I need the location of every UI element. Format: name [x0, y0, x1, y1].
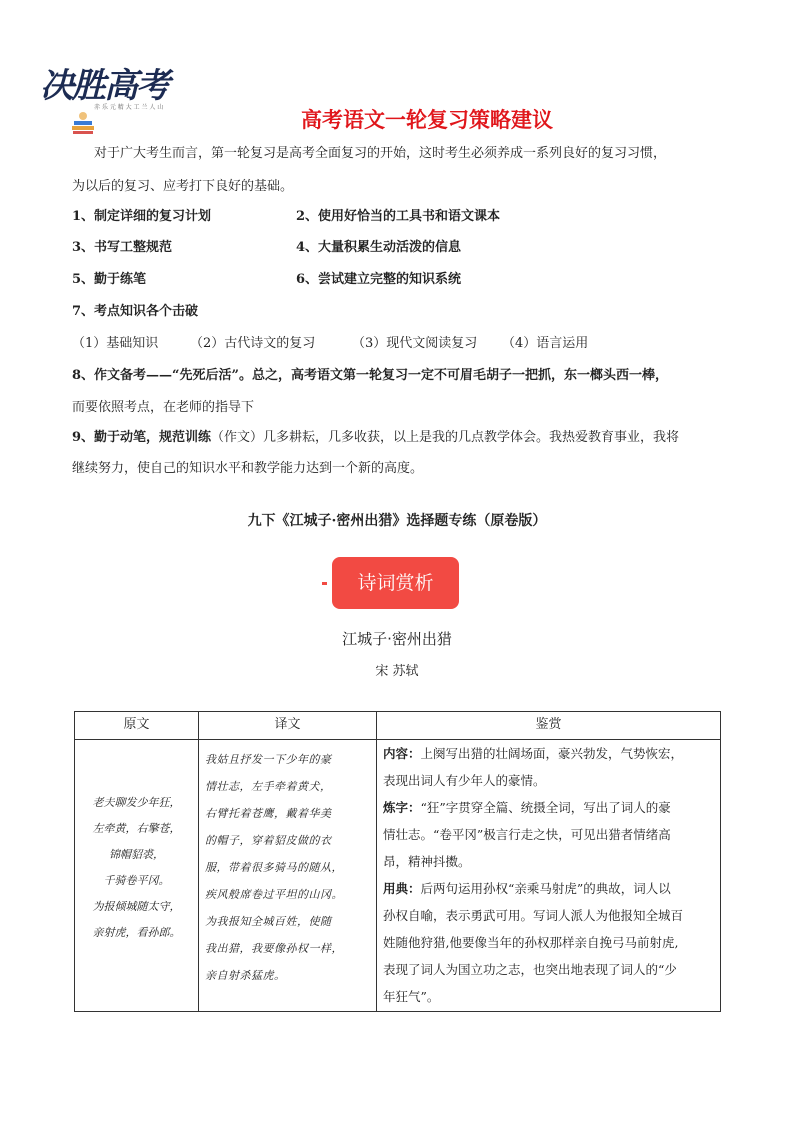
translation-line: 疾风般席卷过平坦的山冈。 — [205, 888, 343, 901]
appreciation-line: 孙权自喻，表示勇武可用。写词人派人为他报知全城百 — [383, 908, 684, 923]
logo-text: 决胜高考 — [40, 66, 168, 106]
para-8-line-1 — [72, 362, 668, 389]
poem-author: 宋 苏轼 — [375, 664, 419, 679]
sub-item-3: （3）现代文阅读复习 — [352, 336, 478, 351]
translation-line: 情壮志，左手牵着黄犬， — [205, 780, 332, 793]
translation-line: 我出猎，我要像孙权一样， — [205, 942, 343, 955]
translation-line: 为我报知全城百姓，使随 — [205, 915, 332, 928]
content-label: 内容： — [383, 746, 421, 761]
badge-dot — [322, 582, 327, 585]
logo-subtitle: 赤 乐 元 精 大 工 兰 人 山 — [94, 104, 164, 111]
intro-line-1: 对于广大考生而言，第一轮复习是高考全面复习的开始，这时考生必须养成一系列良好的复习习惯， — [94, 146, 667, 161]
appreciation-line — [383, 740, 714, 767]
appreciation-line: 年狂气”。 — [383, 989, 440, 1004]
para-8-lead: 8、作文备考—— — [72, 368, 173, 383]
translation-line: 亲自射杀猛虎。 — [205, 969, 286, 982]
tip-4: 4、大量积累生动活泼的信息 — [296, 240, 462, 255]
para-9-lead: 9、勤于动笔，规范训练 — [72, 430, 212, 445]
sub-item-2: （2）古代诗文的复习 — [190, 336, 316, 351]
appreciation-cell — [377, 740, 721, 1012]
para-8-line-2: 而要依照考点，在老师的指导下 — [72, 400, 255, 415]
allusion-text: 后两句运用孙权“亲乘马射虎”的典故，词人以 — [420, 881, 671, 896]
appreciation-line: 昂，精神抖擞。 — [383, 854, 471, 869]
original-cell — [75, 740, 199, 1012]
appreciation-line: 表现出词人有少年人的豪情。 — [383, 773, 546, 788]
translation-line: 的帽子，穿着貂皮做的衣 — [205, 834, 332, 847]
para-9-line-1 — [72, 424, 679, 451]
appreciation-line — [383, 875, 714, 902]
translation-line: 服，带着很多骑马的随从， — [205, 861, 343, 874]
allusion-label: 用典： — [383, 881, 421, 896]
appreciation-line: 情壮志。“卷平冈”极言行走之快，可见出猎者情绪高 — [383, 827, 671, 842]
sub-item-4: （4）语言运用 — [502, 336, 589, 351]
sub-item-1: （1）基础知识 — [72, 336, 159, 351]
word-label: 炼字： — [383, 800, 421, 815]
table-header-row — [75, 712, 721, 740]
para-9-text: （作文）几多耕耘，几多收获，以上是我的几点教学体会。我热爱教育事业，我将 — [211, 430, 680, 445]
original-line: 亲射虎，看孙郎。 — [92, 926, 181, 939]
page-title: 高考语文一轮复习策略建议 — [301, 108, 553, 132]
translation-line: 我姑且抒发一下少年的豪 — [205, 753, 332, 766]
section-title: 九下《江城子·密州出猎》选择题专练（原卷版） — [247, 513, 547, 529]
original-line: 老夫聊发少年狂， — [92, 796, 181, 809]
appreciation-line: 表现了词人为国立功之志，也突出地表现了词人的“少 — [383, 962, 677, 977]
tip-2: 2、使用好恰当的工具书和语文课本 — [296, 209, 501, 224]
para-8-text: “先死后活”。总之，高考语文第一轮复习一定不可眉毛胡子一把抓，东一榔头西一棒， — [172, 368, 669, 383]
header-appreciation: 鉴赏 — [377, 712, 721, 740]
tip-5: 5、勤于练笔 — [72, 272, 147, 287]
translation-line: 右臂托着苍鹰，戴着华美 — [205, 807, 332, 820]
translation-cell — [199, 740, 377, 1012]
analysis-table — [74, 711, 721, 1012]
header-original: 原文 — [75, 712, 199, 740]
original-line: 左牵黄，右擎苍， — [92, 822, 181, 835]
appreciation-line — [383, 794, 714, 821]
original-line: 为报倾城随太守， — [92, 900, 181, 913]
original-line: 锦帽貂裘， — [109, 848, 164, 861]
tip-1: 1、制定详细的复习计划 — [72, 209, 212, 224]
appreciation-line: 姓随他狩猎,他要像当年的孙权那样亲自挽弓马前射虎, — [383, 935, 679, 950]
para-9-line-2: 继续努力，使自己的知识水平和教学能力达到一个新的高度。 — [72, 461, 424, 476]
poem-title: 江城子·密州出猎 — [342, 630, 452, 648]
tip-3: 3、书写工整规范 — [72, 240, 173, 255]
tip-6: 6、尝试建立完整的知识系统 — [296, 272, 462, 287]
intro-line-2: 为以后的复习、应考打下良好的基础。 — [72, 179, 294, 194]
word-text: “狂”字贯穿全篇、统摄全词，写出了词人的豪 — [420, 800, 671, 815]
content-text: 上阕写出猎的壮阔场面，豪兴勃发，气势恢宏， — [420, 746, 684, 761]
table-row — [75, 740, 721, 1012]
original-line: 千骑卷平冈。 — [103, 874, 170, 887]
tip-7: 7、考点知识各个击破 — [72, 304, 199, 319]
poem-badge: 诗词赏析 — [332, 557, 459, 609]
header-translation: 译文 — [199, 712, 377, 740]
